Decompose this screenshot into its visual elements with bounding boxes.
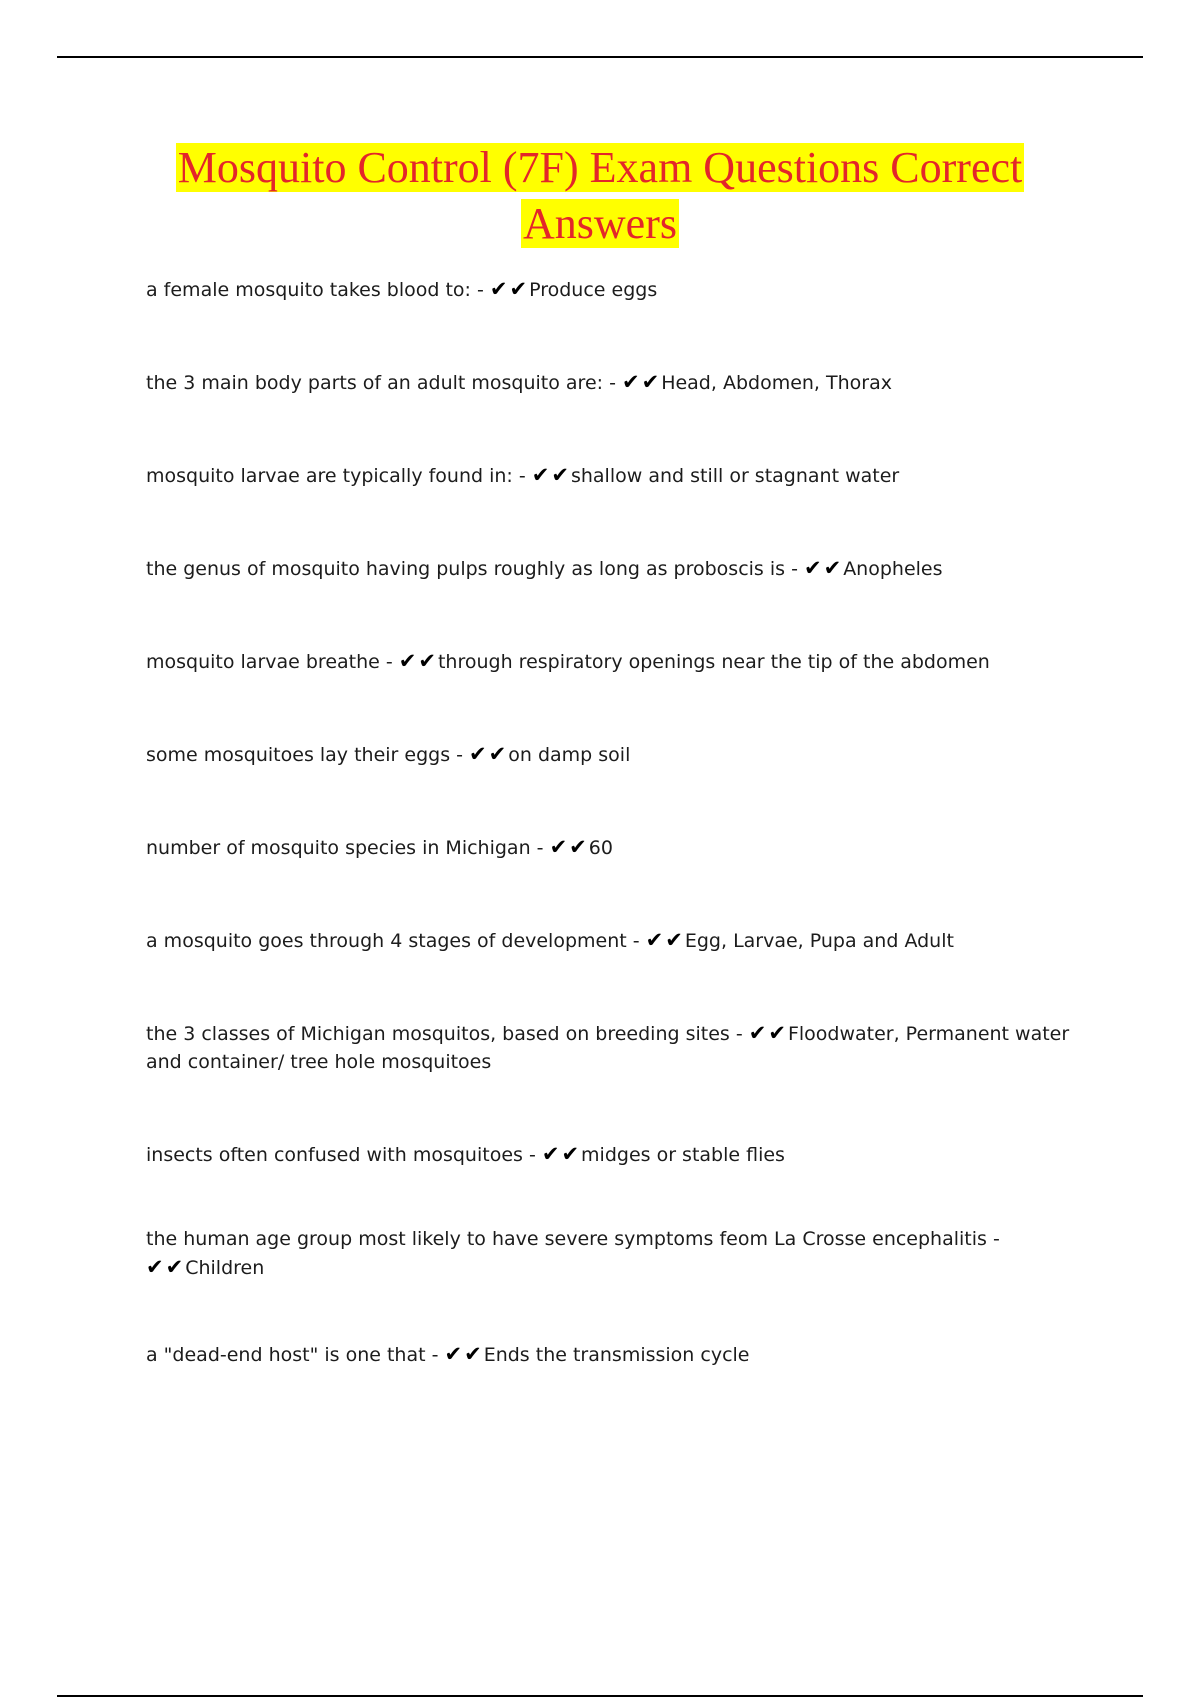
- check-mark-icon: ✔✔: [469, 742, 509, 766]
- check-mark-icon: ✔✔: [621, 370, 662, 394]
- check-mark-icon: ✔✔: [748, 1021, 788, 1045]
- qa-item: [146, 275, 1092, 304]
- answer-text: Floodwater, Permanent water and container/ tree hole mosquitoes: [146, 1023, 1070, 1073]
- question-text: a mosquito goes through 4 stages of development -: [146, 930, 646, 952]
- answer-text: midges or stable flies: [581, 1144, 785, 1166]
- question-text: number of mosquito species in Michigan -: [146, 837, 550, 859]
- question-text: mosquito larvae are typically found in: -: [146, 465, 532, 487]
- bottom-rule: [57, 1695, 1143, 1697]
- answer-text: 60: [588, 837, 613, 859]
- check-mark-icon: ✔✔: [645, 928, 685, 952]
- check-mark-icon: ✔✔: [489, 277, 530, 301]
- question-text: some mosquitoes lay their eggs -: [146, 744, 470, 766]
- answer-text: Children: [185, 1257, 265, 1279]
- check-mark-icon: ✔✔: [531, 463, 571, 487]
- question-text: the genus of mosquito having pulps roughly as long as proboscis is -: [146, 558, 804, 580]
- question-text: the human age group most likely to have severe symptoms feom La Crosse encephalitis -: [146, 1228, 1000, 1250]
- qa-item: [146, 833, 1092, 862]
- page-title: Mosquito Control (7F) Exam Questions Correct Answers: [177, 143, 1023, 248]
- check-mark-icon: ✔✔: [398, 649, 438, 673]
- question-text: the 3 classes of Michigan mosquitos, based on breeding sites -: [146, 1023, 749, 1045]
- answer-text: Egg, Larvae, Pupa and Adult: [684, 930, 954, 952]
- answer-text: Produce eggs: [529, 279, 658, 301]
- answer-text: Head, Abdomen, Thorax: [661, 372, 892, 394]
- question-text: a female mosquito takes blood to: -: [146, 279, 490, 301]
- check-mark-icon: ✔✔: [444, 1342, 484, 1366]
- question-text: the 3 main body parts of an adult mosquito are: -: [146, 372, 622, 394]
- answer-text: shallow and still or stagnant water: [570, 465, 900, 487]
- qa-item: [146, 647, 1092, 676]
- qa-item: [146, 1340, 1092, 1369]
- qa-item: [146, 1019, 1092, 1076]
- check-mark-icon: ✔✔: [803, 556, 844, 580]
- qa-item: [146, 461, 1092, 490]
- answer-text: through respiratory openings near the tip of the abdomen: [437, 651, 990, 673]
- answer-text: Anopheles: [843, 558, 943, 580]
- question-text: a "dead-end host" is one that -: [146, 1344, 445, 1366]
- qa-item: [146, 740, 1092, 769]
- question-text: insects often confused with mosquitoes -: [146, 1144, 542, 1166]
- check-mark-icon: ✔✔: [541, 1142, 582, 1166]
- qa-item: [146, 368, 1092, 397]
- qa-item: [146, 554, 1092, 583]
- check-mark-icon: ✔✔: [549, 835, 589, 859]
- answer-text: Ends the transmission cycle: [483, 1344, 750, 1366]
- answer-text: on damp soil: [508, 744, 631, 766]
- question-text: mosquito larvae breathe -: [146, 651, 399, 673]
- qa-item: [146, 1140, 1092, 1169]
- qa-item: [146, 926, 1092, 955]
- qa-list: [146, 275, 1092, 1369]
- qa-item: [146, 1225, 1092, 1282]
- check-mark-icon: ✔✔: [146, 1255, 186, 1279]
- top-rule: [57, 56, 1143, 58]
